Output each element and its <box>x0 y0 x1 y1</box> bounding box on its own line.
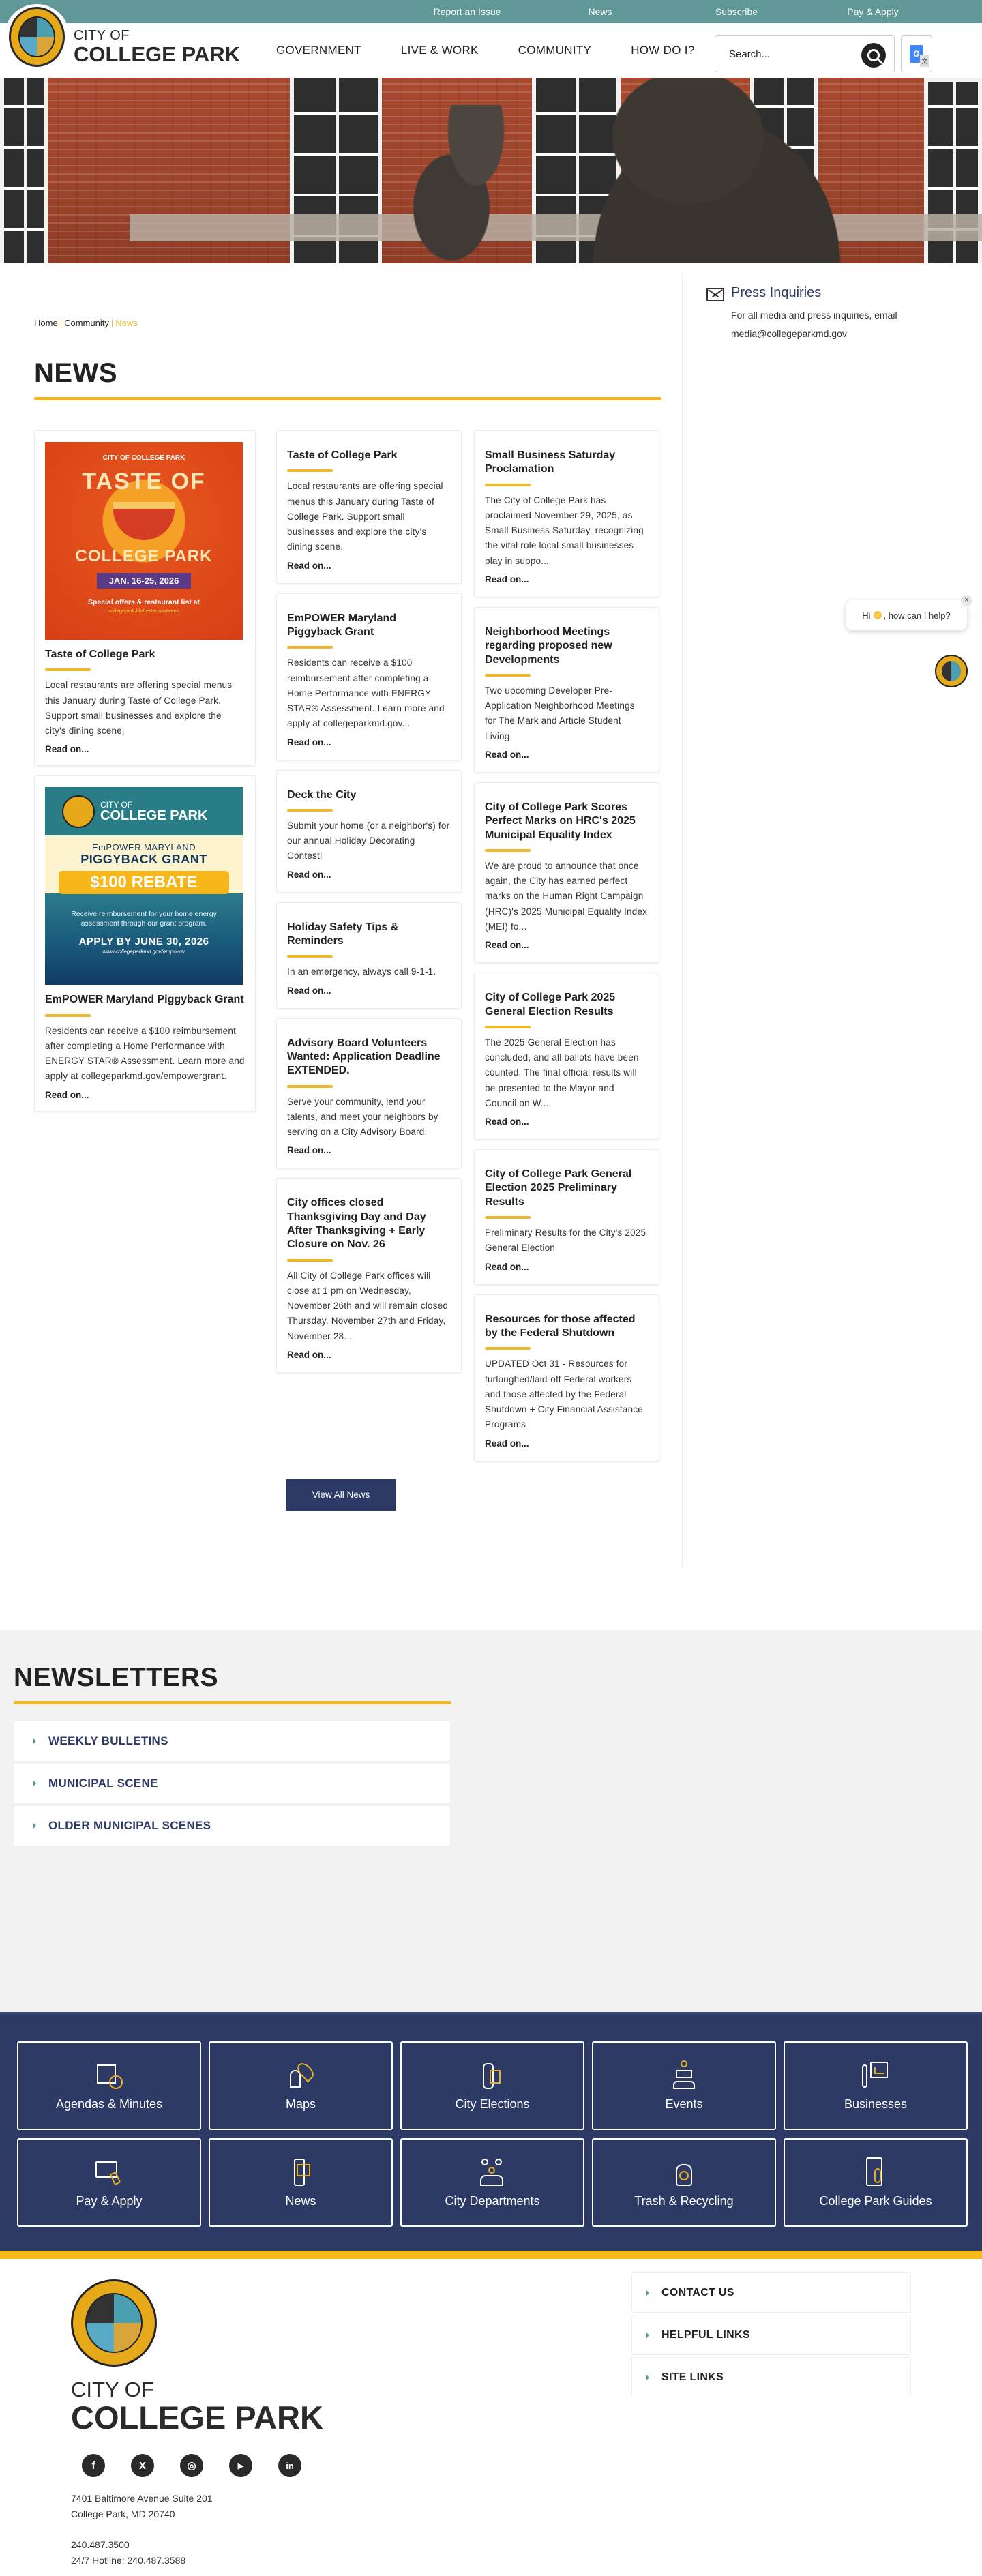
card-underline <box>287 809 333 812</box>
seal-ring <box>9 7 65 67</box>
chat-greeting-pre: Hi <box>862 610 871 621</box>
accordion-older-municipal-scenes[interactable] <box>14 1806 450 1846</box>
card-excerpt: Local restaurants are offering special menus this January during Taste of College Park. Support small businesses and explore the city's dining scene. <box>45 680 233 737</box>
image-dates: JAN. 16-25, 2026 <box>97 573 192 589</box>
breadcrumb <box>34 318 661 328</box>
brand-line1: CITY OF <box>74 28 130 43</box>
news-card-featured <box>34 775 256 1111</box>
site-header <box>0 23 982 78</box>
caret-right-icon <box>646 2290 649 2296</box>
hero-window <box>290 78 382 273</box>
translate-button[interactable] <box>901 35 932 72</box>
card-title: Deck the City <box>287 788 357 801</box>
quick-link-city-elections[interactable] <box>400 2041 584 2130</box>
view-all-news-button[interactable]: View All News <box>286 1479 396 1511</box>
news-card <box>474 1149 659 1284</box>
breadcrumb-current: News <box>115 318 138 328</box>
phone-alert-icon <box>286 2157 316 2187</box>
news-card-featured <box>34 430 256 766</box>
quick-link-label: Trash & Recycling <box>634 2193 734 2208</box>
seal-emblem <box>18 16 55 57</box>
utility-link-pay-apply[interactable]: Pay & Apply <box>847 6 899 17</box>
news-card <box>276 902 462 1009</box>
card-title: Small Business Saturday Proclamation <box>485 449 616 475</box>
content-area <box>0 273 982 1569</box>
accordion-label: CONTACT US <box>661 2286 734 2298</box>
quick-link-label: City Departments <box>445 2193 540 2208</box>
read-on-link[interactable]: Read on... <box>287 1349 331 1360</box>
footer-brand-line1: CITY OF <box>71 2378 154 2401</box>
card-underline <box>485 1026 531 1028</box>
card-cursor-icon <box>94 2157 124 2187</box>
facebook-icon[interactable]: f <box>82 2454 105 2477</box>
page-title: NEWS <box>34 358 117 388</box>
recycle-bag-icon <box>669 2157 699 2187</box>
accordion-label: OLDER MUNICIPAL SCENES <box>48 1819 211 1832</box>
news-card <box>474 1294 659 1462</box>
hero-statue-frog <box>402 105 525 273</box>
main-column <box>0 273 682 1569</box>
card-underline <box>287 646 333 649</box>
card-excerpt: UPDATED Oct 31 - Resources for furloughed/laid-off Federal workers and those affected by the Federal Shutdown + City Financial Assistance Programs <box>485 1359 643 1430</box>
social-links <box>71 2454 480 2477</box>
quick-link-maps[interactable] <box>209 2041 393 2130</box>
image-desc: Receive reimbursement for your home energy assessment through our grant program. <box>71 910 217 928</box>
caret-right-icon <box>646 2374 649 2381</box>
image-url: www.collegeparkmd.gov/empower <box>102 948 185 955</box>
utility-link-report-issue[interactable]: Report an Issue <box>433 6 501 17</box>
breadcrumb-separator: | <box>59 318 63 328</box>
quick-link-label: Agendas & Minutes <box>55 2097 163 2111</box>
breadcrumb-community[interactable]: Community <box>64 318 109 328</box>
card-excerpt: Two upcoming Developer Pre-Application Neighborhood Meetings for The Mark and Article Student Living <box>485 685 635 741</box>
quick-link-label: Businesses <box>844 2097 908 2111</box>
image-brand-line1: CITY OF <box>100 799 133 810</box>
card-underline <box>485 484 531 486</box>
featured-column <box>34 430 256 1471</box>
card-title: Advisory Board Volunteers Wanted: Application Deadline EXTENDED. <box>287 1037 441 1077</box>
hero-image <box>0 78 982 273</box>
card-title: Resources for those affected by the Federal Shutdown <box>485 1313 636 1339</box>
quick-link-label: Maps <box>285 2097 316 2111</box>
nav-how-do-i[interactable]: HOW DO I? <box>631 44 695 57</box>
card-excerpt: Local restaurants are offering special menus this January during Taste of College Park. Support small businesses and explore the city's dining scene. <box>287 481 443 552</box>
card-underline <box>485 1347 531 1350</box>
card-excerpt: The City of College Park has proclaimed November 29, 2025, as Small Business Saturday, recognizing the vital role local small businesses play in suppo... <box>485 494 644 566</box>
card-title: City of College Park 2025 General Election Results <box>485 992 616 1018</box>
footer-accordion <box>631 2272 911 2399</box>
quick-link-label: College Park Guides <box>819 2193 932 2208</box>
news-card <box>276 430 462 584</box>
footer-brand-line2: COLLEGE PARK <box>71 2399 323 2436</box>
footer-accordion-site-links[interactable] <box>631 2357 911 2397</box>
image-headline: TASTE OF <box>82 469 206 494</box>
quick-link-label: Pay & Apply <box>76 2193 143 2208</box>
city-seal-logo[interactable] <box>4 4 70 70</box>
card-excerpt: Preliminary Results for the City's 2025 General Election <box>485 1228 646 1254</box>
read-on-link[interactable]: Read on... <box>45 1089 89 1100</box>
read-on-link[interactable]: Read on... <box>485 574 529 584</box>
card-title: Holiday Safety Tips & Reminders <box>287 921 399 947</box>
footer-phones <box>71 2537 480 2568</box>
read-on-link[interactable]: Read on... <box>45 744 89 755</box>
title-underline <box>34 397 661 400</box>
card-excerpt: We are proud to announce that once again, the City has earned perfect marks on the Human Right Campaign (HRC)'s 2025 Municipal Equality Index (MEI) fo... <box>485 860 648 932</box>
utility-link-news[interactable]: News <box>588 6 612 17</box>
image-brand: CITY OF COLLEGE PARK <box>102 454 185 462</box>
linkedin-icon[interactable]: in <box>278 2454 301 2477</box>
read-on-link[interactable]: Read on... <box>485 1261 529 1272</box>
news-column-2 <box>276 430 462 1471</box>
read-on-link[interactable]: Read on... <box>485 940 529 951</box>
address-line2: College Park, MD 20740 <box>71 2508 175 2520</box>
press-text-body: For all media and press inquiries, email <box>731 310 897 321</box>
card-excerpt: The 2025 General Election has concluded, and all ballots have been counted. The final official results will be presented to the Mayor and Council on W... <box>485 1037 639 1108</box>
envelope-icon <box>706 288 724 301</box>
image-brand-line2: COLLEGE PARK <box>100 808 208 823</box>
footer-accordion-contact-us[interactable] <box>631 2272 911 2313</box>
read-on-link[interactable]: Read on... <box>485 1116 529 1127</box>
chat-greeting-post: , how can I help? <box>883 610 951 621</box>
image-headline: COLLEGE PARK <box>75 547 213 565</box>
utility-bar <box>0 0 982 23</box>
hotline-phone: 24/7 Hotline: 240.487.3588 <box>71 2555 186 2566</box>
card-title: EmPOWER Maryland Piggyback Grant <box>45 994 244 1006</box>
google-translate-icon: G 文 <box>910 45 923 63</box>
utility-link-subscribe[interactable]: Subscribe <box>715 6 758 17</box>
breadcrumb-home[interactable]: Home <box>34 318 58 328</box>
image-line2: PIGGYBACK GRANT <box>80 853 207 867</box>
card-underline <box>485 849 531 852</box>
footer-brand-block <box>71 2279 480 2569</box>
city-seal-logo <box>71 2279 157 2367</box>
card-excerpt: Serve your community, lend your talents, and meet your neighbors by serving on a City Advisory Board. <box>287 1096 438 1138</box>
news-card <box>276 593 462 760</box>
breadcrumb-separator: | <box>110 318 114 328</box>
x-twitter-icon[interactable]: X <box>131 2454 154 2477</box>
card-title: EmPOWER Maryland Piggyback Grant <box>287 612 397 638</box>
search-input[interactable] <box>729 48 852 60</box>
news-grid <box>34 430 661 1471</box>
image-footer-band <box>45 893 243 985</box>
quick-link-label: Events <box>665 2097 703 2111</box>
empower-grant-image[interactable] <box>45 787 243 985</box>
quick-link-news[interactable] <box>209 2138 393 2227</box>
main-nav <box>276 23 734 78</box>
newsletters-underline <box>14 1701 451 1704</box>
chat-launcher-button[interactable] <box>935 655 968 687</box>
press-title: Press Inquiries <box>731 285 822 300</box>
footer-accordion-helpful-links[interactable] <box>631 2315 911 2355</box>
card-excerpt: Residents can receive a $100 reimbursement after completing a Home Performance with ENERGY STAR® Assessment. Learn more and apply at collegeparkmd.gov/empowergrant. <box>45 1025 245 1082</box>
quick-links-section <box>0 2012 982 2251</box>
card-underline <box>287 1085 333 1088</box>
quick-links-grid <box>17 2041 965 2227</box>
newsletters-accordion <box>14 1721 450 1846</box>
map-pin-icon <box>286 2060 316 2090</box>
card-excerpt: In an emergency, always call 9-1-1. <box>287 966 436 977</box>
image-offer: Special offers & restaurant list at <box>88 598 200 606</box>
main-phone: 240.487.3500 <box>71 2539 130 2551</box>
search-button[interactable] <box>861 43 886 68</box>
read-on-link[interactable]: Read on... <box>287 869 331 880</box>
chat-greeting-bubble[interactable] <box>846 596 969 630</box>
card-underline <box>45 668 91 671</box>
press-email-link[interactable]: media@collegeparkmd.gov <box>731 327 847 339</box>
card-excerpt: Residents can receive a $100 reimbursement after completing a Home Performance with ENERGY STAR® Assessment. Learn more and apply at collegeparkmd.gov... <box>287 657 445 729</box>
quick-link-college-park-guides[interactable] <box>784 2138 968 2227</box>
newsletters-section <box>0 1630 982 2012</box>
news-card <box>474 607 659 773</box>
hero-window <box>924 78 982 273</box>
read-on-link[interactable]: Read on... <box>485 749 529 760</box>
brand-wordmark[interactable] <box>74 29 240 65</box>
address-line1: 7401 Baltimore Avenue Suite 201 <box>71 2493 213 2504</box>
caret-right-icon <box>33 1738 36 1745</box>
card-underline <box>485 1216 531 1219</box>
card-title: City of College Park General Election 2025 Preliminary Results <box>485 1168 632 1208</box>
image-deadline: APPLY BY JUNE 30, 2026 <box>78 935 209 947</box>
footer-address <box>71 2491 480 2522</box>
read-on-link[interactable]: Read on... <box>287 560 331 571</box>
ramen-bowl-icon <box>113 502 175 540</box>
card-title: Neighborhood Meetings regarding proposed new Developments <box>485 625 612 666</box>
image-line1: EmPOWER MARYLAND <box>91 842 196 853</box>
caret-right-icon <box>33 1822 36 1829</box>
read-on-link[interactable]: Read on... <box>485 1438 529 1449</box>
taste-of-college-park-image[interactable] <box>45 442 243 640</box>
accordion-municipal-scene[interactable] <box>14 1764 450 1803</box>
image-brand <box>100 801 207 823</box>
footer-accent-bar <box>0 2251 982 2259</box>
press-text <box>731 306 897 342</box>
quick-link-label: News <box>285 2193 316 2208</box>
seal-emblem <box>85 2293 143 2353</box>
hero-bottom-edge <box>0 263 982 273</box>
newsletters-title: NEWSLETTERS <box>14 1663 219 1692</box>
quick-link-label: City Elections <box>455 2097 530 2111</box>
close-icon[interactable]: × <box>961 595 972 606</box>
tablet-tap-icon <box>861 2157 891 2187</box>
caret-right-icon <box>646 2332 649 2339</box>
card-underline <box>287 469 333 472</box>
quick-link-city-departments[interactable] <box>400 2138 584 2227</box>
news-card <box>474 430 659 597</box>
sidebar <box>682 273 982 1569</box>
card-title: Taste of College Park <box>287 449 398 461</box>
card-underline <box>45 1014 91 1017</box>
news-card <box>276 1018 462 1169</box>
caret-right-icon <box>33 1780 36 1787</box>
news-card <box>276 770 462 893</box>
accordion-label: HELPFUL LINKS <box>661 2328 750 2341</box>
image-header <box>45 787 243 835</box>
waving-hand-icon <box>874 611 882 619</box>
press-inquiries <box>706 285 982 342</box>
youtube-icon[interactable]: ▶ <box>229 2454 252 2477</box>
quick-link-businesses[interactable] <box>784 2041 968 2130</box>
press-body <box>731 285 897 342</box>
news-card <box>276 1178 462 1373</box>
hero-window <box>0 78 48 273</box>
card-underline <box>287 1259 333 1262</box>
podium-audience-icon <box>669 2060 699 2090</box>
card-excerpt: Submit your home (or a neighbor's) for our annual Holiday Decorating Contest! <box>287 820 450 861</box>
people-group-icon <box>477 2157 507 2187</box>
calendar-check-icon <box>94 2060 124 2090</box>
quick-link-events[interactable] <box>592 2041 776 2130</box>
search-box <box>715 35 895 72</box>
news-card <box>474 973 659 1140</box>
quick-link-agendas-minutes[interactable] <box>17 2041 201 2130</box>
card-title: Taste of College Park <box>45 649 155 660</box>
accordion-label: WEEKLY BULLETINS <box>48 1734 168 1747</box>
quick-link-pay-apply[interactable] <box>17 2138 201 2227</box>
accordion-label: SITE LINKS <box>661 2371 724 2383</box>
search-icon <box>867 49 880 61</box>
accordion-label: MUNICIPAL SCENE <box>48 1777 158 1790</box>
ballot-icon <box>477 2060 507 2090</box>
read-on-link[interactable]: Read on... <box>287 1145 331 1156</box>
nav-government[interactable]: GOVERNMENT <box>276 44 361 57</box>
card-title: City offices closed Thanksgiving Day and Day After Thanksgiving + Early Closure on Nov. 26 <box>287 1197 426 1251</box>
news-card <box>474 782 659 963</box>
accordion-weekly-bulletins[interactable] <box>14 1721 450 1761</box>
image-url: collegepark.life/restaurantweek <box>108 608 179 614</box>
quick-link-trash-recycling[interactable] <box>592 2138 776 2227</box>
card-underline <box>485 674 531 677</box>
nav-live-work[interactable]: LIVE & WORK <box>400 44 479 57</box>
news-column-3 <box>474 430 659 1471</box>
card-excerpt: All City of College Park offices will close at 1 pm on Wednesday, November 26th and will remain closed Thursday, November 27th and Friday, November 28... <box>287 1270 449 1342</box>
instagram-icon[interactable]: ◎ <box>180 2454 203 2477</box>
city-seal-icon <box>62 795 95 828</box>
image-rebate-badge: $100 REBATE <box>59 871 229 894</box>
hero-statue-man <box>559 78 846 273</box>
nav-community[interactable]: COMMUNITY <box>518 44 592 57</box>
card-title: City of College Park Scores Perfect Marks on HRC's 2025 Municipal Equality Index <box>485 801 636 841</box>
card-underline <box>287 955 333 958</box>
read-on-link[interactable]: Read on... <box>287 985 331 996</box>
footer-wordmark <box>71 2378 480 2436</box>
read-on-link[interactable]: Read on... <box>287 737 331 747</box>
site-footer <box>0 2259 982 2569</box>
brand-line2: COLLEGE PARK <box>74 42 240 66</box>
presentation-chart-icon <box>861 2060 891 2090</box>
hero-ledge <box>130 214 982 241</box>
